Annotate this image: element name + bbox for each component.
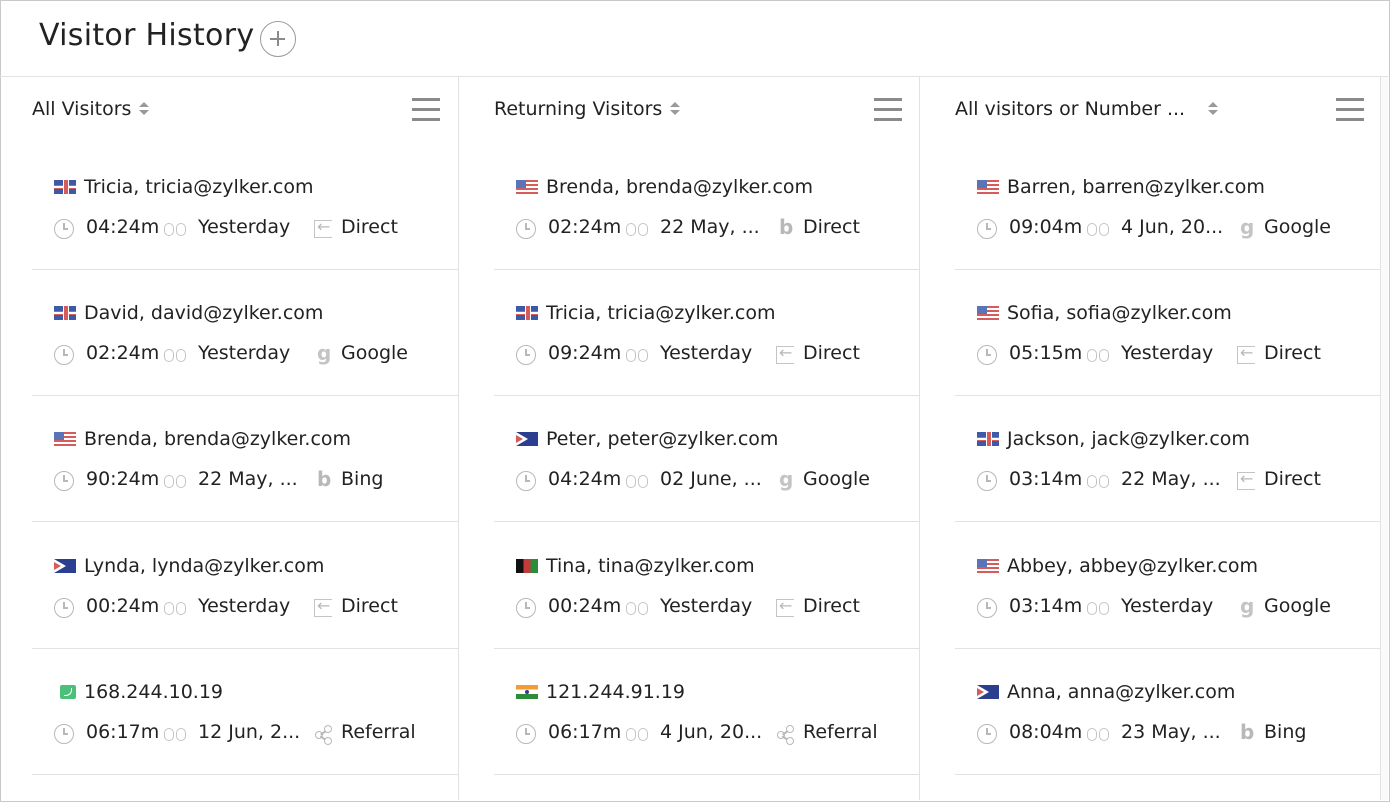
flag-as-icon [977,685,999,699]
visitor-name: Sofia, sofia@zylker.com [1007,302,1232,324]
column-filter-dropdown[interactable] [955,97,1218,121]
visit-duration: 09:04m [1009,216,1083,238]
visitor-card[interactable] [955,144,1381,270]
binoculars-icon [1087,220,1111,238]
flag-us-icon [516,180,538,194]
last-visit: 23 May, ... [1121,721,1221,743]
visitor-name: Brenda, brenda@zylker.com [546,176,814,198]
flag-us-icon [54,432,76,446]
traffic-source: Referral [341,721,416,743]
direct-source-icon [1237,346,1255,364]
direct-source-icon [776,346,794,364]
visit-duration: 90:24m [86,468,160,490]
last-visit: Yesterday [660,342,753,364]
flag-as-icon [516,432,538,446]
flag-gb-icon [977,432,999,446]
visitor-column [459,77,920,800]
visitor-name: Peter, peter@zylker.com [546,428,779,450]
bing-source-icon [314,472,332,490]
visitor-card[interactable] [494,144,920,270]
google-source-icon [776,472,794,490]
last-visit: 02 June, ... [660,468,762,490]
visit-duration: 00:24m [548,595,622,617]
direct-source-icon [1237,472,1255,490]
visitor-card[interactable] [32,523,458,649]
visitor-column [0,77,459,800]
binoculars-icon [164,472,188,490]
last-visit: Yesterday [198,342,291,364]
visit-duration: 06:17m [86,721,160,743]
horizontal-scroll-edge[interactable] [1381,77,1388,800]
flag-us-icon [977,559,999,573]
column-filter-dropdown[interactable] [32,97,149,121]
google-source-icon [1237,599,1255,617]
traffic-source: Direct [803,595,860,617]
add-view-button[interactable] [260,21,296,57]
binoculars-icon [1087,472,1111,490]
visitor-name: Tina, tina@zylker.com [546,555,755,577]
google-source-icon [314,346,332,364]
flag-us-icon [977,180,999,194]
visitor-card[interactable] [494,649,920,775]
page-header [0,0,1388,77]
visitor-name: Tricia, tricia@zylker.com [84,176,314,198]
visitor-name: Abbey, abbey@zylker.com [1007,555,1259,577]
visit-duration: 03:14m [1009,595,1083,617]
visit-duration: 04:24m [548,468,622,490]
visitor-name: 121.244.91.19 [546,681,686,703]
last-visit: 4 Jun, 20... [1121,216,1224,238]
column-title: All visitors or Number ... [955,98,1186,120]
binoculars-icon [626,346,650,364]
direct-source-icon [314,599,332,617]
page-title: Visitor History [39,18,255,53]
phone-icon [60,685,76,699]
sort-caret-icon [670,102,680,116]
clock-icon [977,219,997,239]
clock-icon [516,471,536,491]
traffic-source: Google [1264,216,1332,238]
direct-source-icon [314,220,332,238]
bing-source-icon [1237,725,1255,743]
traffic-source: Direct [803,216,860,238]
binoculars-icon [164,599,188,617]
visitor-card[interactable] [494,270,920,396]
last-visit: 22 May, ... [1121,468,1221,490]
visit-duration: 09:24m [548,342,622,364]
visitor-name: 168.244.10.19 [84,681,224,703]
clock-icon [977,471,997,491]
sort-caret-icon [1208,102,1218,116]
visitor-name: Lynda, lynda@zylker.com [84,555,325,577]
column-filter-dropdown[interactable] [494,97,680,121]
visitor-name: Barren, barren@zylker.com [1007,176,1265,198]
binoculars-icon [626,220,650,238]
visitor-column [920,77,1381,800]
last-visit: 4 Jun, 20... [660,721,763,743]
clock-icon [54,471,74,491]
traffic-source: Direct [1264,342,1321,364]
binoculars-icon [164,220,188,238]
referral-share-icon [314,725,332,743]
visit-duration: 02:24m [86,342,160,364]
visitor-card[interactable] [955,270,1381,396]
traffic-source: Direct [341,595,398,617]
flag-af-icon [516,559,538,573]
clock-icon [977,345,997,365]
binoculars-icon [1087,725,1111,743]
visitor-card[interactable] [32,396,458,522]
binoculars-icon [626,472,650,490]
clock-icon [516,598,536,618]
google-source-icon [1237,220,1255,238]
traffic-source: Bing [341,468,384,490]
traffic-source: Google [1264,595,1332,617]
last-visit: 12 Jun, 2... [198,721,301,743]
traffic-source: Direct [1264,468,1321,490]
visitor-name: David, david@zylker.com [84,302,324,324]
visit-duration: 04:24m [86,216,160,238]
visitor-name: Brenda, brenda@zylker.com [84,428,352,450]
flag-gb-icon [516,306,538,320]
visitor-card[interactable] [955,396,1381,522]
traffic-source: Bing [1264,721,1307,743]
visitor-card[interactable] [32,144,458,270]
last-visit: 22 May, ... [198,468,298,490]
visit-duration: 06:17m [548,721,622,743]
binoculars-icon [626,725,650,743]
clock-icon [54,598,74,618]
visitor-name: Anna, anna@zylker.com [1007,681,1236,703]
sort-caret-icon [139,102,149,116]
last-visit: Yesterday [198,595,291,617]
binoculars-icon [626,599,650,617]
column-title: Returning Visitors [494,98,663,120]
flag-as-icon [54,559,76,573]
clock-icon [977,724,997,744]
visit-duration: 03:14m [1009,468,1083,490]
visitor-card[interactable] [955,649,1381,775]
column-menu-button[interactable] [874,97,902,121]
clock-icon [516,724,536,744]
visitor-card[interactable] [955,523,1381,649]
clock-icon [516,345,536,365]
visit-duration: 05:15m [1009,342,1083,364]
visitor-card[interactable] [32,270,458,396]
visit-duration: 08:04m [1009,721,1083,743]
visitor-name: Tricia, tricia@zylker.com [546,302,776,324]
flag-gb-icon [54,180,76,194]
clock-icon [54,219,74,239]
visit-duration: 02:24m [548,216,622,238]
last-visit: Yesterday [1121,595,1214,617]
traffic-source: Direct [803,342,860,364]
column-menu-button[interactable] [412,97,440,121]
binoculars-icon [164,725,188,743]
direct-source-icon [776,599,794,617]
bing-source-icon [776,220,794,238]
flag-in-icon [516,685,538,699]
column-title: All Visitors [32,98,132,120]
binoculars-icon [1087,599,1111,617]
last-visit: 22 May, ... [660,216,760,238]
visitor-card[interactable] [494,396,920,522]
traffic-source: Google [341,342,409,364]
binoculars-icon [164,346,188,364]
visitor-card[interactable] [494,523,920,649]
last-visit: Yesterday [198,216,291,238]
traffic-source: Google [803,468,871,490]
flag-gb-icon [54,306,76,320]
visitor-name: Jackson, jack@zylker.com [1007,428,1250,450]
last-visit: Yesterday [660,595,753,617]
visit-duration: 00:24m [86,595,160,617]
binoculars-icon [1087,346,1111,364]
flag-us-icon [977,306,999,320]
clock-icon [516,219,536,239]
traffic-source: Direct [341,216,398,238]
visitor-card[interactable] [32,649,458,775]
last-visit: Yesterday [1121,342,1214,364]
clock-icon [54,345,74,365]
referral-share-icon [776,725,794,743]
traffic-source: Referral [803,721,878,743]
clock-icon [977,598,997,618]
clock-icon [54,724,74,744]
column-menu-button[interactable] [1336,97,1364,121]
